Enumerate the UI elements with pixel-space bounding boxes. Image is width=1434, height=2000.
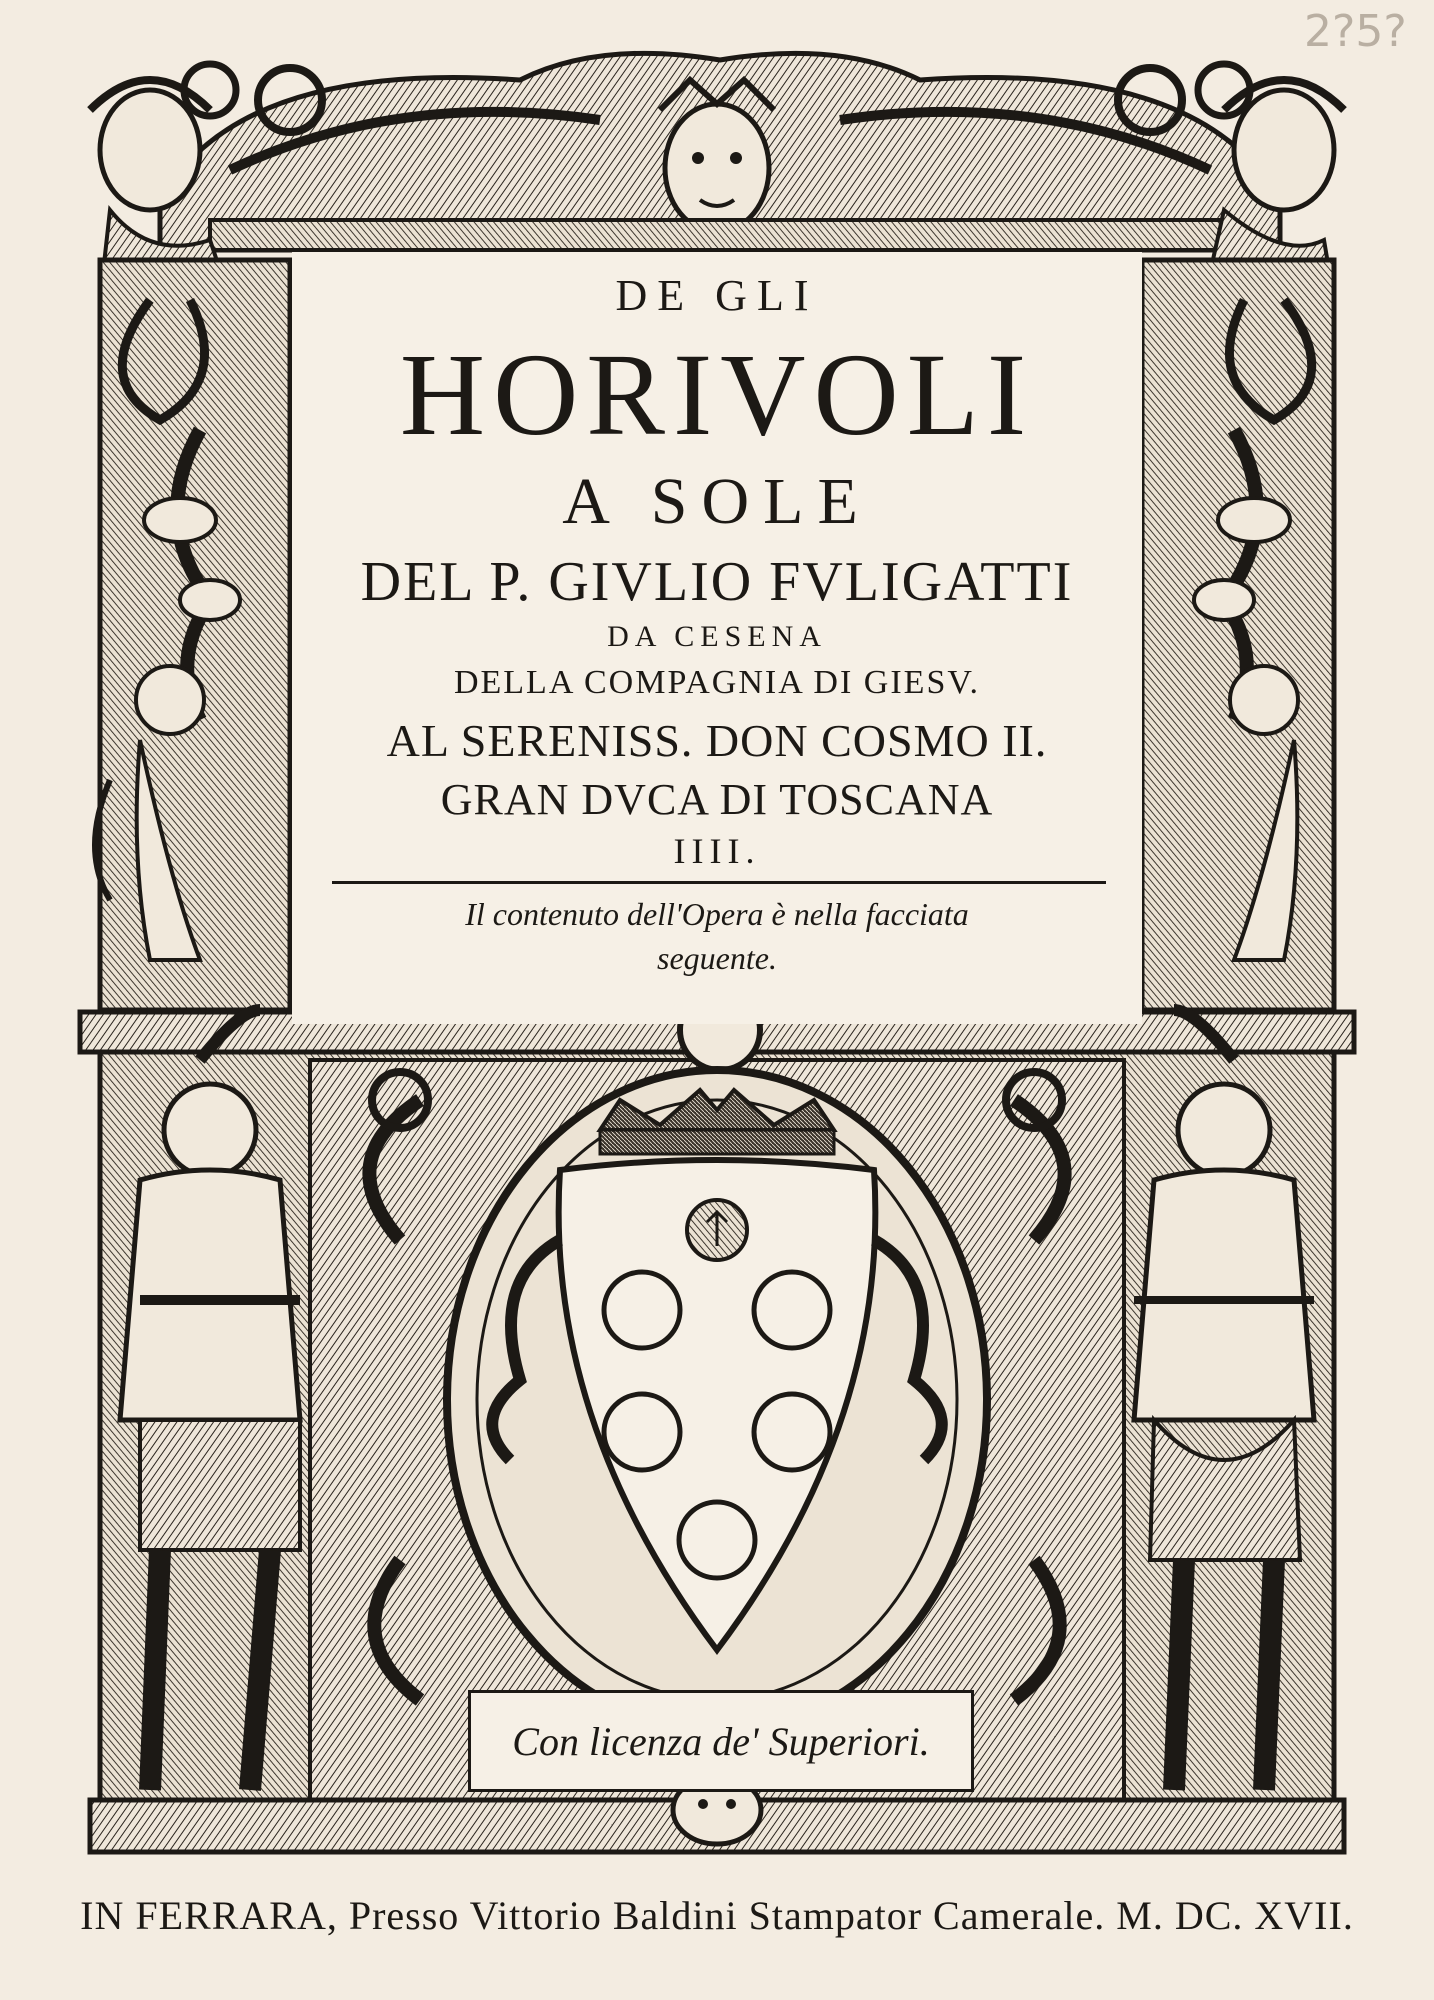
divider-rule: [332, 881, 1106, 884]
licence-label: Con licenza de' Superiori.: [468, 1690, 974, 1792]
contents-note-1: Il contenuto dell'Opera è nella facciata: [465, 896, 969, 932]
left-pilaster: [95, 260, 290, 1010]
dedication-line-3: IIII.: [673, 831, 761, 871]
dedication-line-1: AL SERENISS. DON COSMO II.: [386, 715, 1048, 766]
order-line: DELLA COMPAGNIA DI GIESV.: [453, 664, 981, 701]
title-line-degli: DE GLI: [615, 271, 819, 320]
imprint-line: IN FERRARA, Presso Vittorio Baldini Stampator Camerale. M. DC. XVII.: [80, 1893, 1354, 1938]
pencil-mark: 2?5?: [1304, 6, 1407, 57]
dedication-line-2: GRAN DVCA DI TOSCANA: [440, 775, 994, 824]
title-line-a-sole: A SOLE: [562, 465, 872, 538]
author-line: DEL P. GIVLIO FVLIGATTI: [360, 551, 1074, 613]
title-main: HORIVOLI: [399, 329, 1035, 460]
contents-note-2: seguente.: [657, 940, 777, 976]
title-cartouche: [292, 252, 1142, 1024]
right-pilaster: [1142, 260, 1334, 1010]
origin-line: DA CESENA: [607, 620, 827, 653]
medici-arms-icon: [447, 1070, 987, 1730]
pediment: [160, 53, 1280, 250]
